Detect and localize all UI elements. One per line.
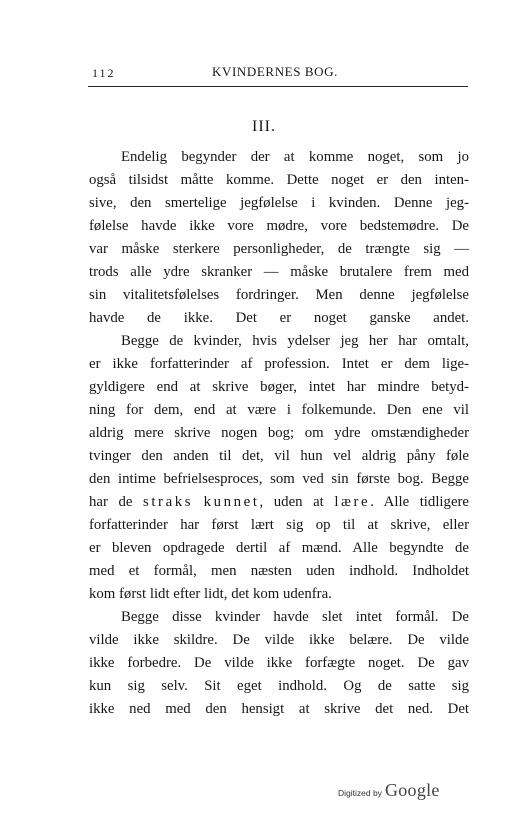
text-line: sive, den smertelige jegfølelse i kvinden. Denne jeg- xyxy=(89,195,469,211)
text-line: havde de ikke. Det er noget ganske andet. xyxy=(89,310,469,326)
header-rule xyxy=(88,86,468,87)
digitized-by-stamp xyxy=(338,780,440,801)
text-line: følelse havde ikke vore mødre, vore bedstemødre. De xyxy=(89,218,469,234)
text-line-spaced: har de straks kunnet, uden at lære. Alle tidligere xyxy=(89,494,469,510)
text-line: forfatterinder har først lært sig op til at skrive, eller xyxy=(89,517,469,533)
text-line: tvinger den anden til det, vil hun vel aldrig påny føle xyxy=(89,448,469,464)
text-line: er ikke forfatterinder af profession. Intet er dem lige- xyxy=(89,356,469,372)
text-line: ning for dem, end at være i folkemunde. Den ene vil xyxy=(89,402,469,418)
text-line: sin vitalitetsfølelses fordringer. Men denne jegfølelse xyxy=(89,287,469,303)
running-head: KVINDERNES BOG. xyxy=(212,64,338,79)
text-line: Endelig begynder der at komme noget, som jo xyxy=(121,149,469,165)
body-text xyxy=(89,146,469,721)
chapter-heading: III. xyxy=(252,118,276,135)
spaced-word: kunnet xyxy=(203,494,260,510)
text-line: ikke ned med den hensigt at skrive det ned. Det xyxy=(89,701,469,717)
text-line: var måske sterkere personligheder, de trængte sig — xyxy=(89,241,469,257)
text-line: Begge de kvinder, hvis ydelser jeg her har omtalt, xyxy=(121,333,469,349)
text-line: Begge disse kvinder havde slet intet formål. De xyxy=(121,609,469,625)
spaced-word: lære xyxy=(334,494,371,510)
page-number: 112 xyxy=(92,66,116,80)
spaced-word: straks xyxy=(142,494,194,510)
text-line: med et formål, men næsten uden indhold. Indholdet xyxy=(89,563,469,579)
text-line: også tilsidst måtte komme. Dette noget er den inten- xyxy=(89,172,469,188)
text-line: kun sig selv. Sit eget indhold. Og de satte sig xyxy=(89,678,469,694)
text-line: ikke forbedre. De vilde ikke forfægte noget. De gav xyxy=(89,655,469,671)
google-logo: Google xyxy=(384,780,440,800)
text-line: er bleven opdragede dertil af mænd. Alle begyndte de xyxy=(89,540,469,556)
text-line: kom først lidt efter lidt, det kom udenfra. xyxy=(89,586,332,602)
text-line: aldrig mere skrive nogen bog; om ydre omstændigheder xyxy=(89,425,469,441)
text-line: trods alle ydre skranker — måske brutalere frem med xyxy=(89,264,469,280)
text-line: vilde ikke skildre. De vilde ikke belære. De vilde xyxy=(89,632,469,648)
text-line: den intime befrielsesproces, som ved sin første bog. Begge xyxy=(89,471,469,487)
text-line: gyldigere end at skrive bøger, intet har mindre betyd- xyxy=(89,379,469,395)
digitized-label: Digitized by xyxy=(338,788,382,798)
